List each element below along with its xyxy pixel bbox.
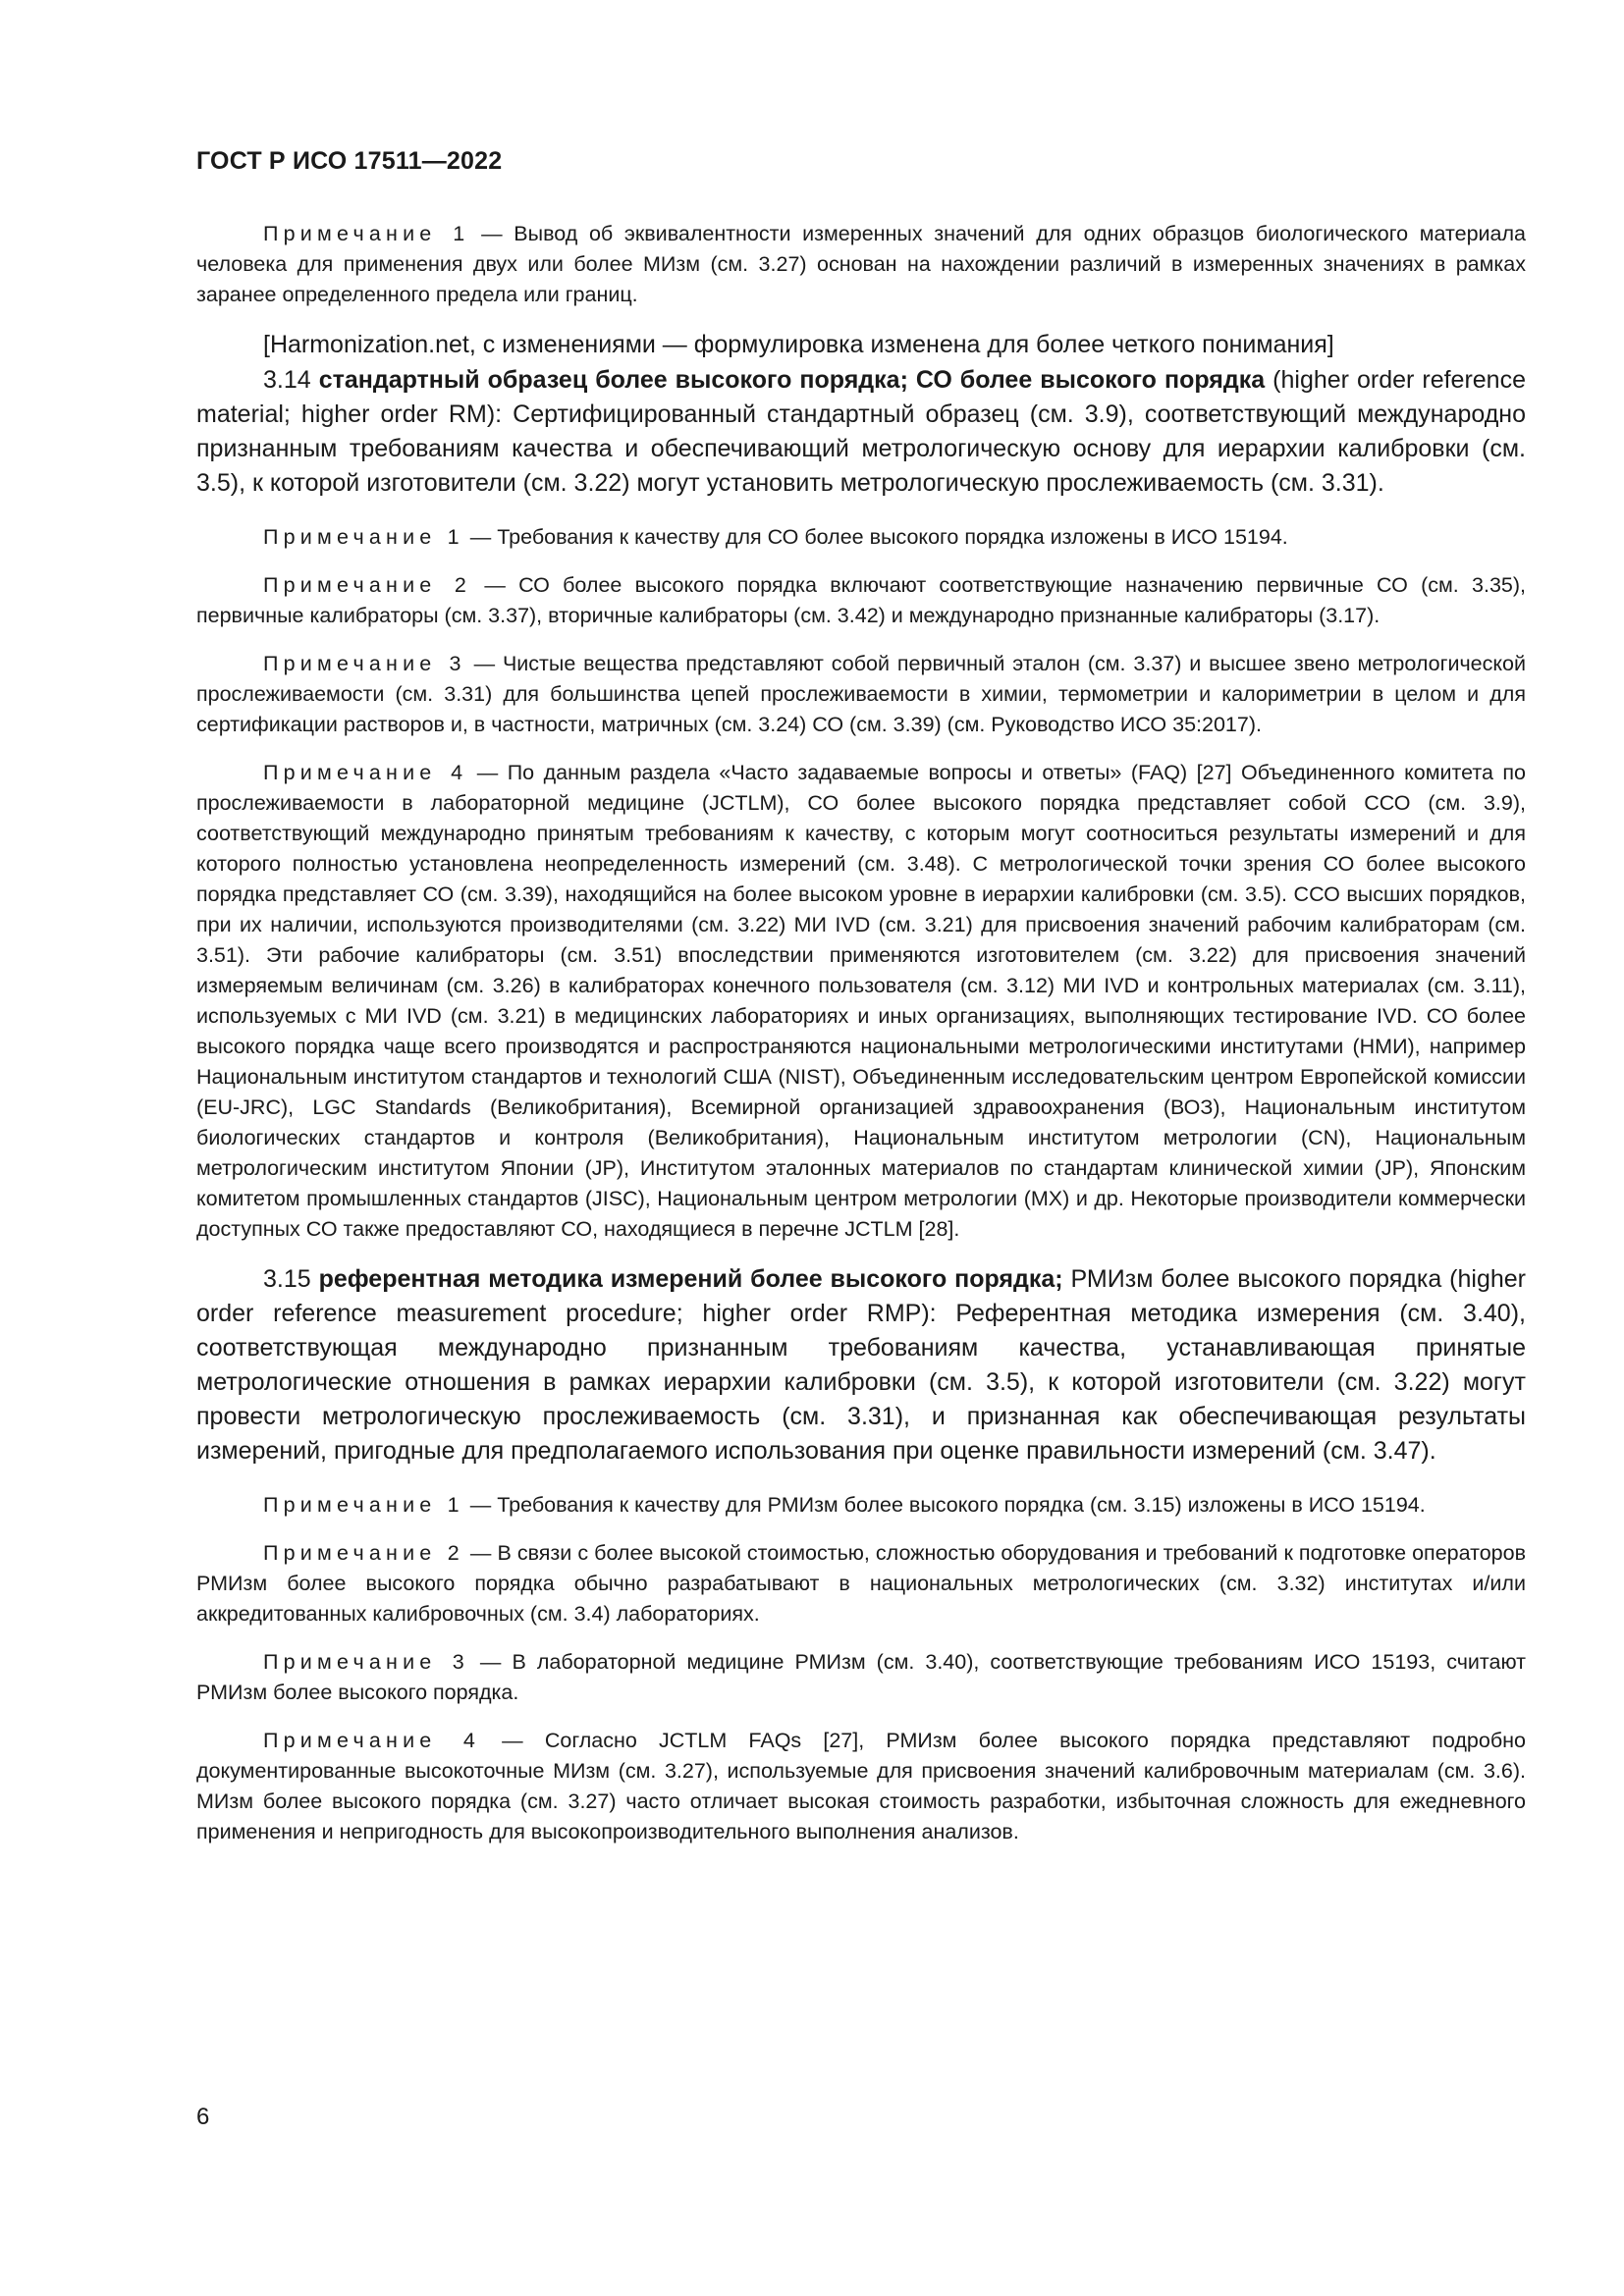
note-text: — Согласно JCTLM FAQs [27], РМИзм более высокого порядка представляют подробно документированные высокоточные МИзм (см. 3.27), используемые для присвоения значений калибровочным материалам (см. 3.6). МИзм более высокого порядка (см. 3.27) часто отличает высокая стоимость разработки, избыточная сложность для ежедневного применения и непригодность для высокопроизводительного выполнения анализов. xyxy=(196,1729,1526,1843)
term-definition xyxy=(196,363,1526,501)
note-paragraph xyxy=(196,649,1526,740)
term-title: референтная методика измерений более высокого порядка; xyxy=(318,1265,1063,1293)
note-paragraph xyxy=(196,1647,1526,1708)
note-paragraph xyxy=(196,758,1526,1245)
term-number: 3.14 xyxy=(263,366,311,394)
term-title: стандартный образец более высокого порядка; СО более высокого порядка xyxy=(318,366,1266,394)
page-number: 6 xyxy=(196,2104,210,2130)
note-text: — Чистые вещества представляют собой первичный эталон (см. 3.37) и высшее звено метрологической прослеживаемости (см. 3.31) для большинства цепей прослеживаемости в химии, термометрии и калориметрии в целом и для сертификации растворов и, в частности, матричных (см. 3.24) СО (см. 3.39) (см. Руководство ИСО 35:2017). xyxy=(196,652,1526,736)
note-label: Примечание 1 xyxy=(263,1493,464,1517)
note-label: Примечание 3 xyxy=(263,652,466,675)
note-text: — СО более высокого порядка включают соответствующие назначению первичные СО (см. 3.35), первичные калибраторы (см. 3.37), вторичные калибраторы (см. 3.42) и международно признанные калибраторы (3.17). xyxy=(196,573,1526,627)
note-text: — Требования к качеству для РМИзм более высокого порядка (см. 3.15) изложены в ИСО 15194. xyxy=(463,1493,1426,1517)
document-page xyxy=(196,147,1526,1865)
note-label: Примечание 1 xyxy=(263,222,470,245)
note-paragraph xyxy=(196,1726,1526,1847)
note-paragraph xyxy=(196,570,1526,631)
note-text: — Вывод об эквивалентности измеренных значений для одних образцов биологического материала человека для применения двух или более МИзм (см. 3.27) основан на нахождении различий в измеренных значениях в рамках заранее определенного предела или границ. xyxy=(196,222,1526,306)
term-definition xyxy=(196,1262,1526,1468)
source-reference: [Harmonization.net, с изменениями — формулировка изменена для более четкого понимания] xyxy=(263,331,1334,358)
note-paragraph xyxy=(196,522,1526,553)
note-text: — В лабораторной медицине РМИзм (см. 3.40), соответствующие требованиям ИСО 15193, считают РМИзм более высокого порядка. xyxy=(196,1650,1526,1704)
note-text: — По данным раздела «Часто задаваемые вопросы и ответы» (FAQ) [27] Объединенного комитета по прослеживаемости в лабораторной медицине (JCTLM), СО более высокого порядка представляет собой ССО (см. 3.9), соответствующий международно принятым требованиям к качеству, с которым могут соотноситься результаты измерений и для которого полностью установлена неопределенность измерений (см. 3.48). С метрологической точки зрения СО более высокого порядка представляет СО (см. 3.39), находящийся на более высоком уровне в иерархии калибровки (см. 3.5). ССО высших порядков, при их наличии, используются производителями (см. 3.22) МИ IVD (см. 3.21) для присвоения значений рабочим калибраторам (см. 3.51). Эти рабочие калибраторы (см. 3.51) впоследствии применяются изготовителем (см. 3.22) для присвоения значений измеряемым величинам (см. 3.26) в калибраторах конечного пользователя (см. 3.12) МИ IVD и контрольных материалах (см. 3.11), используемых с МИ IVD (см. 3.21) в медицинских лабораториях и иных организациях, выполняющих тестирование IVD. СО более высокого порядка чаще всего производятся и распространяются национальными метрологическими институтами (НМИ), например Национальным институтом стандартов и технологий США (NIST), Объединенным исследовательским центром Европейской комиссии (EU-JRC), LGC Standards (Великобритания), Всемирной организацией здравоохранения (ВОЗ), Национальным институтом биологических стандартов и контроля (Великобритания), Национальным институтом метрологии (CN), Национальным метрологическим институтом Японии (JP), Институтом эталонных материалов по стандартам клинической химии (JP), Японским комитетом промышленных стандартов (JISC), Национальным центром метрологии (MX) и др. Некоторые производители коммерчески доступных СО также предоставляют СО, находящиеся в перечне JCTLM [28]. xyxy=(196,761,1526,1241)
note-label: Примечание 2 xyxy=(263,573,472,597)
note-text: — В связи с более высокой стоимостью, сложностью оборудования и требований к подготовке операторов РМИзм более высокого порядка обычно разрабатывают в национальных метрологических (см. 3.32) институтах и/или аккредитованных калибровочных (см. 3.4) лабораториях. xyxy=(196,1541,1526,1626)
note-label: Примечание 3 xyxy=(263,1650,469,1674)
note-paragraph xyxy=(196,1490,1526,1521)
note-text: — Требования к качеству для СО более высокого порядка изложены в ИСО 15194. xyxy=(463,525,1288,549)
note-label: Примечание 4 xyxy=(263,761,468,784)
note-paragraph xyxy=(196,1538,1526,1629)
document-code-header: ГОСТ Р ИСО 17511—2022 xyxy=(196,147,503,175)
note-label: Примечание 1 xyxy=(263,525,464,549)
note-paragraph xyxy=(196,219,1526,310)
term-text: РМИзм более высокого порядка (higher order reference measurement procedure; higher order RMP): Референтная методика измерения (см. 3.40), соответствующая международно признанным требованиям качества, устанавливающая принятые метрологические отношения в рамках иерархии калибровки (см. 3.5), к которой изготовители (см. 3.22) могут провести метрологическую прослеживаемость (см. 3.31), и признанная как обеспечивающая результаты измерений, пригодные для предполагаемого использования при оценке правильности измерений (см. 3.47). xyxy=(196,1265,1526,1465)
term-text: (higher order reference material; higher order RM): Сертифицированный стандартный образец (см. 3.9), соответствующий международно признанным требованиям качества и обеспечивающий метрологическую основу для иерархии калибровки (см. 3.5), к которой изготовители (см. 3.22) могут установить метрологическую прослеживаемость (см. 3.31). xyxy=(196,366,1526,497)
term-number: 3.15 xyxy=(263,1265,311,1293)
note-label: Примечание 2 xyxy=(263,1541,464,1565)
note-label: Примечание 4 xyxy=(263,1729,480,1752)
